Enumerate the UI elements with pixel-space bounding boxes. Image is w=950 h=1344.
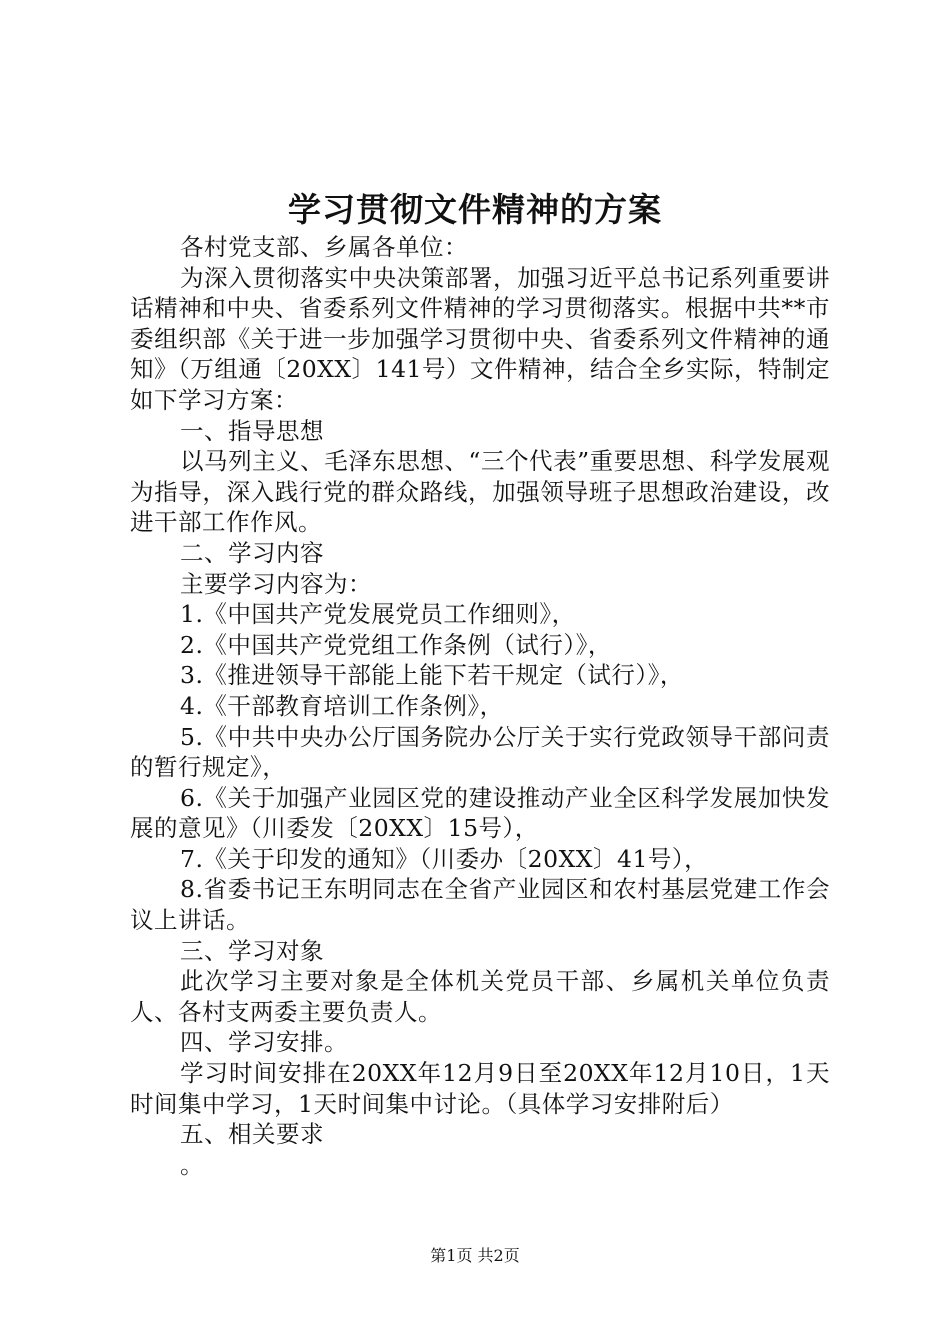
section-heading-requirements: 五、相关要求 — [180, 1120, 324, 1149]
guiding-thought-paragraph: 以马列主义、毛泽东思想、“三个代表”重要思想、科学发展观为指导，深入践行党的群众路线，加强领导班子思想政治建设，改进干部工作作风。 — [130, 447, 830, 537]
study-schedule-paragraph: 学习时间安排在20XX年12月9日至20XX年12月10日，1天时间集中学习，1天时间集中讨论。（具体学习安排附后） — [130, 1059, 830, 1118]
section-heading-guiding-thought: 一、指导思想 — [180, 416, 324, 445]
section-heading-study-target: 三、学习对象 — [180, 936, 324, 965]
list-item: 3.《推进领导干部能上能下若干规定（试行）》， — [180, 661, 684, 690]
section-heading-study-content: 二、学习内容 — [180, 538, 324, 567]
intro-paragraph: 为深入贯彻落实中央决策部署，加强习近平总书记系列重要讲话精神和中央、省委系列文件精神的学习贯彻落实。根据中共**市委组织部《关于进一步加强学习贯彻中央、省委系列文件精神的通知》（万组通〔20XX〕141号）文件精神，结合全乡实际，特制定如下学习方案： — [130, 263, 830, 414]
study-content-intro: 主要学习内容为： — [180, 569, 372, 598]
salutation: 各村党支部、乡属各单位： — [180, 233, 468, 261]
list-item: 7.《关于印发的通知》（川委办〔20XX〕41号）， — [180, 844, 709, 873]
document-title: 学习贯彻文件精神的方案 — [288, 190, 662, 229]
list-item: 6.《关于加强产业园区党的建设推动产业全区科学发展加快发展的意见》（川委发〔20XX〕15号）， — [130, 783, 830, 843]
list-item: 2.《中国共产党党组工作条例（试行）》， — [180, 630, 612, 659]
list-item: 1.《中国共产党发展党员工作细则》， — [180, 600, 576, 629]
document-body — [130, 232, 830, 1180]
page-number-footer: 第1页 共2页 — [430, 1246, 520, 1265]
section-heading-study-schedule: 四、学习安排。 — [180, 1028, 348, 1057]
list-item: 4.《干部教育培训工作条例》， — [180, 691, 504, 720]
list-item: 5.《中共中央办公厅国务院办公厅关于实行党政领导干部问责的暂行规定》， — [130, 722, 830, 782]
list-item: 8.省委书记王东明同志在全省产业园区和农村基层党建工作会议上讲话。 — [130, 875, 830, 935]
requirements-paragraph: 。 — [180, 1150, 204, 1179]
study-target-paragraph: 此次学习主要对象是全体机关党员干部、乡属机关单位负责人、各村支两委主要负责人。 — [130, 967, 830, 1026]
